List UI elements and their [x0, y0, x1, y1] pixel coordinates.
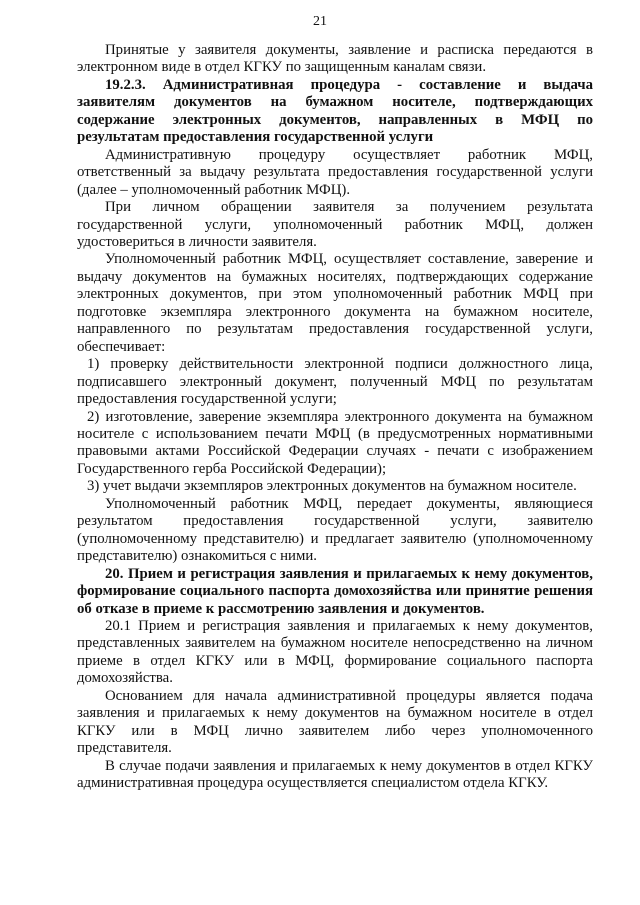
section-heading-20: 20. Прием и регистрация заявления и прилагаемых к нему документов, формирование социального паспорта домохозяйства или принятие решения об отказе в приеме к рассмотрению заявления и документов. — [77, 565, 593, 617]
list-item-3: 3) учет выдачи экземпляров электронных документов на бумажном носителе. — [87, 478, 577, 495]
page-number: 21 — [313, 14, 327, 29]
list-item-2: 2) изготовление, заверение экземпляра электронного документа на бумажном носителе с использованием печати МФЦ (в предусмотренных нормативными правовыми актами Российской Федерации случаях - печати с изображением Государственного герба Российской Федерации); — [77, 408, 593, 477]
paragraph-procedure-basis: Основанием для начала административной процедуры является подача заявления и прилагаемых к нему документов на бумажном носителе в отдел КГКУ или в МФЦ лично заявителем либо через уполномоченного представителя. — [77, 687, 593, 757]
paragraph-handover: Уполномоченный работник МФЦ, передает документы, являющиеся результатом предоставления государственной услуги, заявителю (уполномоченному представителю) и предлагает заявителю (уполномоченному представителю) ознакомиться с ними. — [77, 495, 593, 565]
list-item-1: 1) проверку действительности электронной подписи должностного лица, подписавшего электронный документ, полученный МФЦ по результатам предоставления государственной услуги; — [77, 356, 593, 408]
document-body — [77, 42, 593, 792]
paragraph-paper-documents: Уполномоченный работник МФЦ, осуществляет составление, заверение и выдачу документов на бумажных носителях, подтверждающих содержание электронных документов, при этом уполномоченный работник МФЦ при подготовке экземпляра электронного документа на бумажном носителе, направленного по результатам предоставления государственной услуги, обеспечивает: — [77, 251, 593, 355]
section-heading-19-2-3: 19.2.3. Административная процедура - составление и выдача заявителям документов на бумажном носителе, подтверждающих содержание электронных документов, направленных в МФЦ по результатам предоставления государственной услуги — [77, 76, 593, 146]
paragraph-20-1: 20.1 Прием и регистрация заявления и прилагаемых к нему документов, представленных заявителем на бумажном носителе непосредственно на личном приеме в отдел КГКУ или в МФЦ, формирование социального паспорта домохозяйства. — [77, 617, 593, 687]
paragraph-transfer-documents: Принятые у заявителя документы, заявление и расписка передаются в электронном виде в отдел КГКУ по защищенным каналам связи. — [77, 42, 593, 76]
paragraph-identity-check: При личном обращении заявителя за получением результата государственной услуги, уполномоченный работник МФЦ, должен удостовериться в личности заявителя. — [77, 199, 593, 250]
paragraph-procedure-performer: Административную процедуру осуществляет работник МФЦ, ответственный за выдачу результата предоставления государственной услуги (далее – уполномоченный работник МФЦ). — [77, 146, 593, 198]
paragraph-kgku-case: В случае подачи заявления и прилагаемых к нему документов в отдел КГКУ административная процедура осуществляется специалистом отдела КГКУ. — [77, 757, 593, 792]
